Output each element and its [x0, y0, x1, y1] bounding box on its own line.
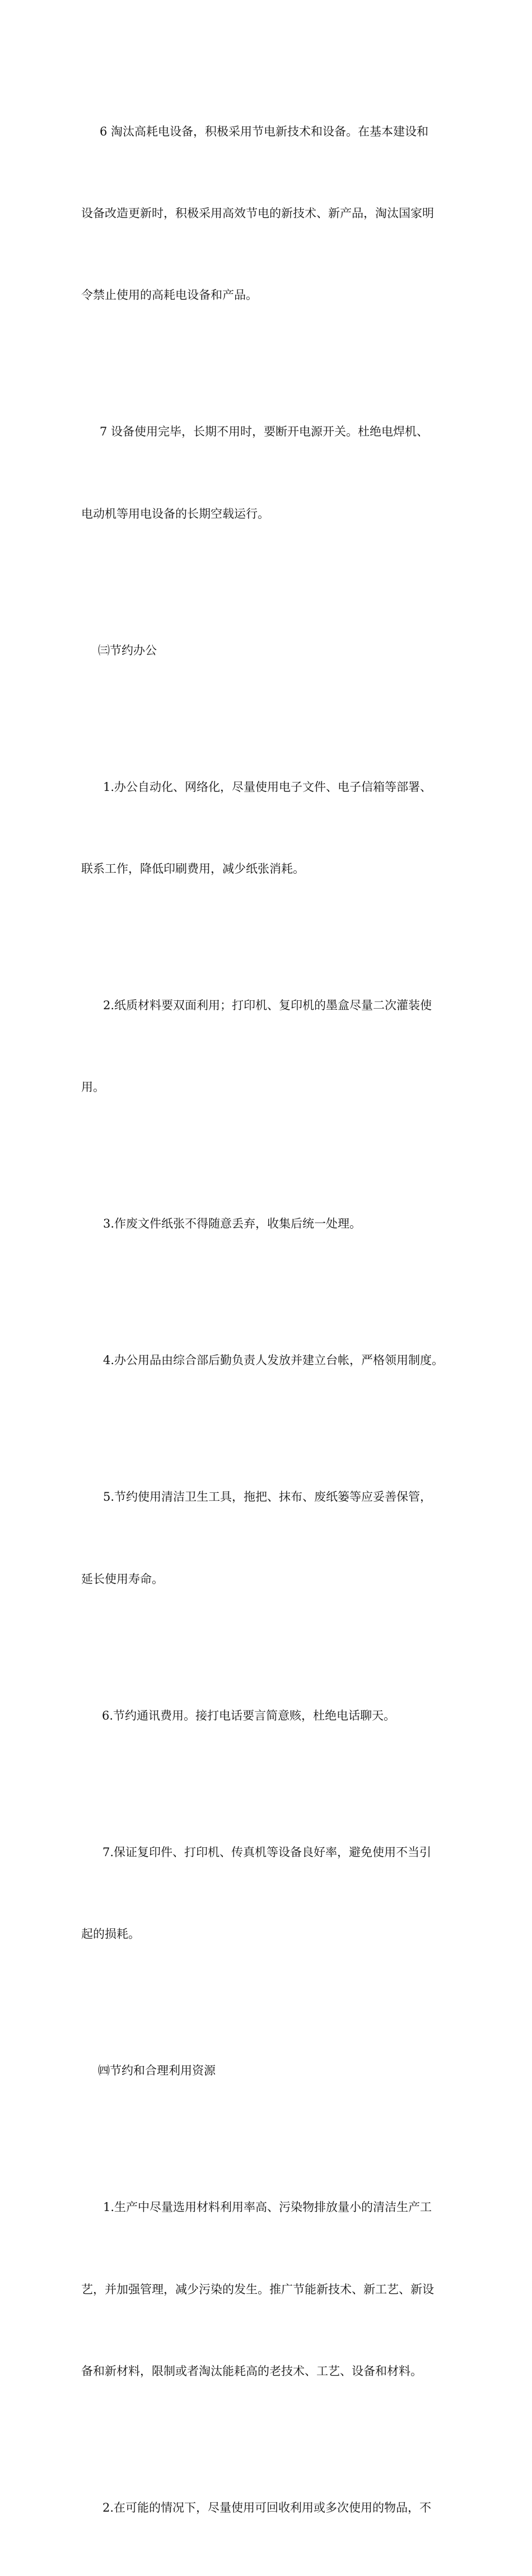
text-line: 起的损耗。 — [81, 1927, 140, 1941]
text-line: 5.节约使用清洁卫生工具，拖把、抹布、废纸篓等应妥善保管， — [103, 1490, 432, 1504]
text-line: 令禁止使用的高耗电设备和产品。 — [81, 288, 258, 302]
text-line: 3.作废文件纸张不得随意丢弃，收集后统一处理。 — [103, 1217, 362, 1231]
paragraph-eliminate-high-power-devices — [81, 63, 453, 364]
text-line: 7.保证复印件、打印机、传真机等设备良好率，避免使用不当引 — [102, 1845, 432, 1859]
text-line: 艺，并加强管理，减少污染的发生。推广节能新技术、新工艺、新设 — [81, 2282, 434, 2296]
paragraph-equipment-maintenance — [81, 1784, 453, 2002]
text-line: 2.纸质材料要双面利用；打印机、复印机的墨盒尽量二次灌装使 — [103, 999, 432, 1013]
text-line: 备和新材料，限制或者淘汰能耗高的老技术、工艺、设备和材料。 — [81, 2364, 422, 2378]
section-heading-resource-saving — [81, 2003, 453, 2139]
text-line: 用。 — [81, 1080, 105, 1094]
paragraph-waste-paper — [81, 1156, 453, 1292]
text-line: 7 设备使用完毕，长期不用时，要断开电源开关。杜绝电焊机、 — [100, 425, 429, 439]
paragraph-communication-costs — [81, 1647, 453, 1784]
section-heading-office-saving — [81, 582, 453, 719]
text-line: 延长使用寿命。 — [81, 1572, 164, 1586]
section-heading: ㈣节约和合理利用资源 — [98, 2064, 216, 2078]
text-line: 设备改造更新时，积极采用高效节电的新技术、新产品，淘汰国家明 — [81, 206, 434, 220]
paragraph-power-off-devices — [81, 364, 453, 582]
text-line: 电动机等用电设备的长期空载运行。 — [81, 507, 269, 521]
text-line: 1.生产中尽量选用材料利用率高、污染物排放量小的清洁生产工 — [103, 2200, 432, 2214]
text-line: 4.办公用品由综合部后勤负责人发放并建立台帐，严格领用制度。 — [103, 1353, 444, 1367]
paragraph-office-automation — [81, 719, 453, 937]
paragraph-cleaning-tools — [81, 1429, 453, 1647]
text-line: 联系工作，降低印刷费用，减少纸张消耗。 — [81, 862, 305, 876]
paragraph-office-supplies — [81, 1292, 453, 1429]
section-heading: ㈢节约办公 — [98, 643, 157, 657]
paragraph-recyclable-items — [81, 2439, 453, 2576]
text-line: 6.节约通讯费用。接打电话要言简意赅，杜绝电话聊天。 — [102, 1708, 396, 1722]
paragraph-clean-production — [81, 2139, 453, 2440]
text-line: 2.在可能的情况下，尽量使用可回收利用或多次使用的物品，不 — [102, 2500, 432, 2514]
text-line: 6 淘汰高耗电设备，积极采用节电新技术和设备。在基本建设和 — [100, 124, 429, 138]
text-line: 1.办公自动化、网络化，尽量使用电子文件、电子信箱等部署、 — [103, 780, 432, 794]
paragraph-double-sided-printing — [81, 938, 453, 1156]
document-body — [81, 63, 453, 2576]
